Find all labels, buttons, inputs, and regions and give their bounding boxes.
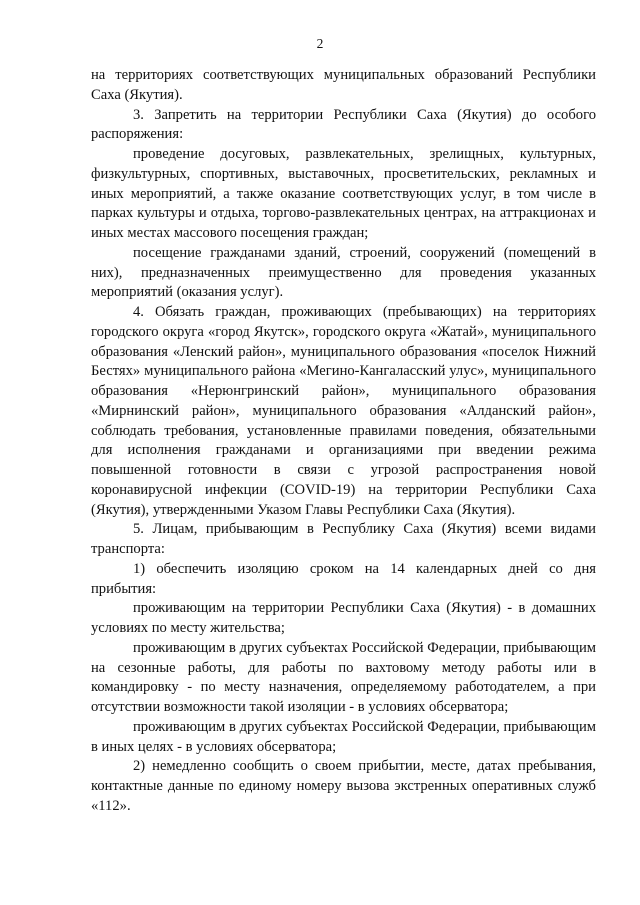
paragraph-7: 1) обеспечить изоляцию сроком на 14 календарных дней со дня прибытия: [91, 560, 596, 597]
paragraph-11: 2) немедленно сообщить о своем прибытии, месте, датах пребывания, контактные данные по единому номеру вызова экстренных оперативных служб «112». [91, 758, 596, 814]
paragraph-1: на территориях соответствующих муниципальных образований Республики Саха (Якутия). [91, 67, 596, 103]
paragraph-4: посещение гражданами зданий, строений, сооружений (помещений в них), предназначенных преимущественно для проведения указанных мероприятий (оказания услуг). [91, 244, 596, 301]
paragraph-6: 5. Лицам, прибывающим в Республику Саха (Якутия) всеми видами транспорта: [91, 521, 596, 557]
paragraph-10: проживающим в других субъектах Российской Федерации, прибывающим в иных целях - в условиях обсерватора; [91, 718, 596, 755]
paragraph-9: проживающим в других субъектах Российской Федерации, прибывающим на сезонные работы, для работы по вахтовому методу работы или в командировку - по месту назначения, определяемому работодателем, а при отсутствии возможности такой изоляции - в условиях обсерватора; [91, 639, 596, 715]
paragraph-8: проживающим на территории Республики Саха (Якутия) - в домашних условиях по месту жительства; [91, 600, 596, 636]
page-number: 2 [316, 36, 324, 51]
document-body [91, 66, 596, 817]
paragraph-2: 3. Запретить на территории Республики Саха (Якутия) до особого распоряжения: [91, 106, 596, 143]
paragraph-5: 4. Обязать граждан, проживающих (пребывающих) на территориях городского округа «город Якутск», городского округа «Жатай», муниципального образования «Ленский район», муниципального образования «поселок Нижний Бестях» муниципального района «Мегино-Кангаласский улус», муниципального образования «Нерюнгринский район», муниципального образования «Мирнинский район», муниципального образования «Алданский район», соблюдать требования, установленные правилами поведения, обязательными для исполнения гражданами и организациями при введении режима повышенной готовности в связи с угрозой распространения новой коронавирусной инфекции (COVID-19) на территории Республики Саха (Якутия), утвержденными Указом Главы Республики Саха (Якутия). [91, 304, 596, 518]
paragraph-3: проведение досуговых, развлекательных, зрелищных, культурных, физкультурных, спортивных, выставочных, просветительских, рекламных и иных мероприятий, а также оказание соответствующих услуг, в том числе в парках культуры и отдыха, торгово-развлекательных центрах, на аттракционах и иных местах массового посещения граждан; [91, 146, 596, 241]
